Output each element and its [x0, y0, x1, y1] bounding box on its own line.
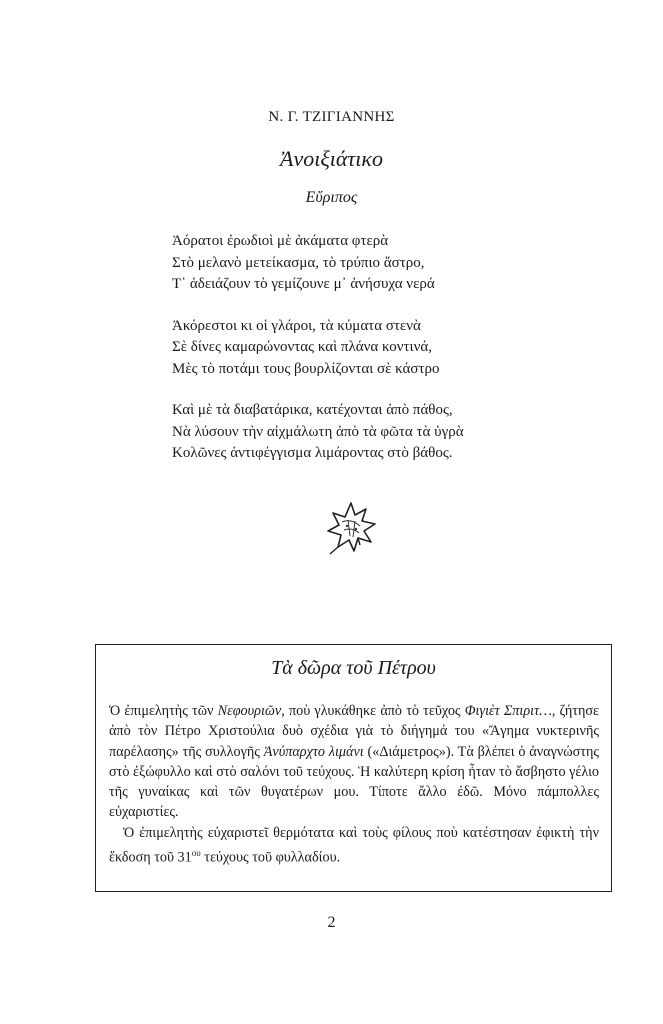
text-run: τεύχους τοῦ φυλλαδίου. [200, 849, 341, 866]
leaf-star-ornament-icon [324, 500, 378, 556]
box-body [109, 701, 599, 868]
poem-subtitle: Εὔριπος [305, 189, 358, 206]
italic-title: Φιγιὲτ Σπιριτ… [464, 703, 552, 719]
poem-line: Στὸ μελανὸ μετείκασμα, τὸ τρύπιο ἄστρο, [172, 254, 425, 271]
poem-line: Ἀόρατοι ἐρωδιοὶ μὲ ἀκάματα φτερὰ [172, 233, 389, 249]
box-paragraph-2 [109, 823, 599, 868]
text-run: , ζήτησε ἀπὸ τὸν Πέτρο Χριστούλια δυὸ σχέδια γιὰ τὸ διήγημά του «Ἄγημα νυκτερινῆς παρέλασης» τῆς συλλογῆς [109, 703, 600, 760]
poem-line: Καὶ μὲ τὰ διαβατάρικα, κατέχονται ἀπὸ πάθος, [172, 402, 453, 418]
italic-title: Ἀνύπαρχτο λιμάνι [263, 743, 364, 760]
page-number: 2 [327, 914, 336, 931]
poem-line: Νὰ λύσουν τὴν αἰχμάλωτη ἀπὸ τὰ φῶτα τὰ ὑγρὰ [172, 423, 464, 440]
text-run: Ὁ ἐπιμελητὴς τῶν [109, 703, 218, 719]
poem-title: Ἀνοιξιάτικο [280, 146, 383, 171]
stanza-1 [172, 231, 592, 296]
author-name: Ν. Γ. ΤΖΙΓΙΑΝΝΗΣ [268, 109, 395, 125]
ordinal-suffix: ου [191, 848, 201, 859]
poem-line: Κολῶνες ἀντιφέγγισμα λιμάροντας στὸ βάθος. [172, 445, 453, 461]
stanza-3 [172, 400, 592, 465]
text-run: Ὁ ἐπιμελητὴς εὐχαριστεῖ θερμότατα καὶ τοὺς φίλους ποὺ κατέστησαν ἐφικτὴ τὴν ἔκδοση τοῦ 31 [109, 824, 599, 866]
acknowledgement-box [95, 644, 612, 892]
text-run: , ποὺ γλυκάθηκε ἀπὸ τὸ τεῦχος [281, 703, 465, 719]
poem-line: Τ᾽ ἀδειάζουν τὸ γεμίζουνε μ᾽ ἀνήσυχα νερά [172, 276, 435, 292]
poem-line: Σὲ δίνες καμαρώνοντας καὶ πλάνα κοντινά, [172, 339, 432, 355]
stanza-2 [172, 316, 592, 381]
box-title: Τὰ δῶρα τοῦ Πέτρου [271, 657, 436, 679]
poem-line: Μὲς τὸ ποτάμι τους βουρλίζονται σὲ κάστρο [172, 360, 440, 377]
poem-line: Ἀκόρεστοι κι οἱ γλάροι, τὰ κύματα στενὰ [172, 317, 421, 334]
box-paragraph-1 [109, 701, 599, 823]
poem-body [172, 231, 592, 485]
italic-title: Νεφουριῶν [217, 703, 282, 719]
text-run: («Διάμετρος»). Τὰ βλέπει ὁ ἀναγνώστης στὸ ἐξώφυλλο καὶ στὸ σαλόνι τοῦ τεύχους. Ἡ καλύτερη κρίση ἦταν τὸ ἄσβηστο γέλιο τῆς γυναίκας καὶ τῶν θυγατέρων μου. Τίποτε ἄλλο ἐδῶ. Μόνο πάμπολλες εὐχαριστίες. [109, 743, 599, 821]
